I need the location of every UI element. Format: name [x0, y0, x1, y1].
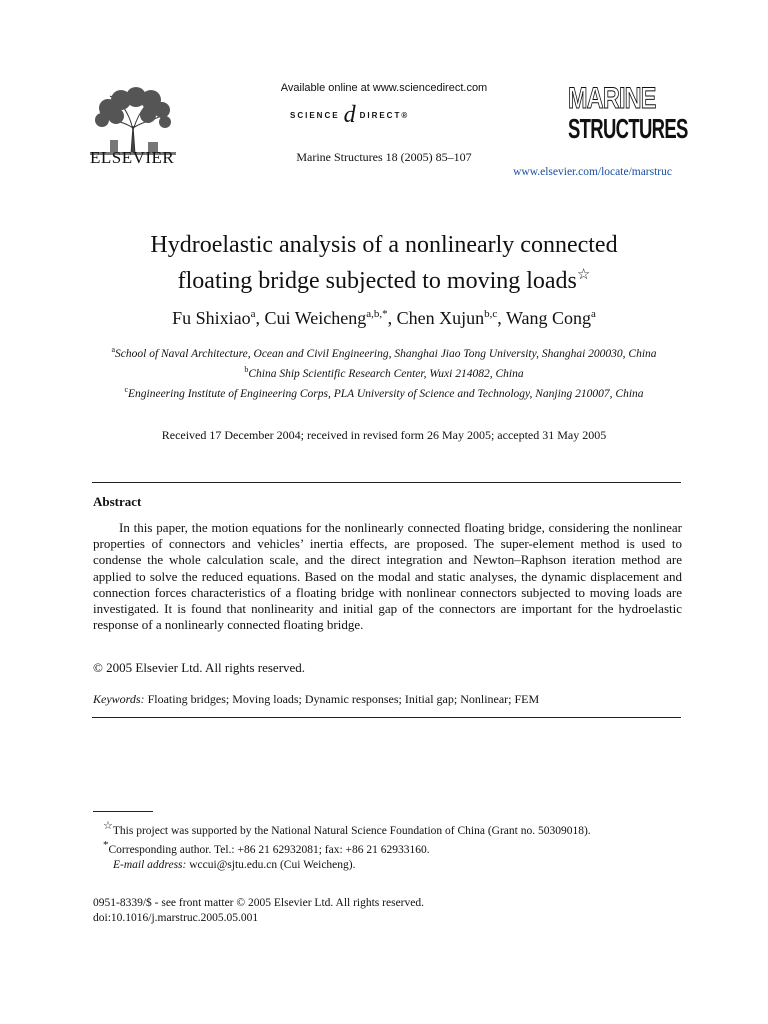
journal-reference: Marine Structures 18 (2005) 85–107 — [296, 150, 472, 164]
available-online-text: Available online at www.sciencedirect.com — [280, 82, 488, 94]
sciencedirect-left: SCIENCE — [290, 110, 340, 120]
title-line-1: Hydroelastic analysis of a nonlinearly connected — [150, 232, 618, 258]
footnote-rule — [93, 811, 153, 812]
sciencedirect-right: DIRECT® — [359, 110, 410, 120]
funding-footnote-text: This project was supported by the National Natural Science Foundation of China (Grant no. 50309018). — [112, 824, 591, 837]
affiliation-text: China Ship Scientific Research Center, Wuxi 214082, China — [248, 367, 524, 380]
journal-url-link[interactable]: www.elsevier.com/locate/marstruc — [513, 166, 672, 178]
abstract-copyright: © 2005 Elsevier Ltd. All rights reserved. — [93, 660, 306, 675]
affiliation-item — [96, 382, 672, 402]
author-separator: , — [387, 308, 397, 328]
affiliation-text: Engineering Institute of Engineering Corps, PLA University of Science and Technology, Nanjing 210007, China — [128, 387, 644, 400]
received-dates: Received 17 December 2004; received in revised form 26 May 2005; accepted 31 May 2005 — [161, 428, 607, 442]
sciencedirect-logo — [290, 101, 470, 128]
funding-footnote-mark: ☆ — [103, 820, 113, 832]
email-label: E-mail address: — [113, 858, 187, 871]
corresponding-footnote — [93, 838, 682, 857]
abstract-heading: Abstract — [93, 494, 142, 509]
abstract-text: In this paper, the motion equations for the nonlinearly connected floating bridge, considering the nonlinear properties of connectors and vehicles’ inertia effects, are proposed. The super-element method is used to condense the whole calculation scale, and the direct integration and Newton–Raphson iteration method are applied to solve the reduced equations. Based on the modal and static analyses, the dynamic displacement and connection forces characteristics of a floating bridge with nonlinear connectors subjected to moving loads are investigated. It is found that nonlinearity and initial gap of the connectors are important for the hydroelastic response of a nonlinearly connected floating bridge. — [93, 520, 682, 633]
author-name: Chen Xujun — [396, 308, 485, 328]
funding-footnote — [93, 819, 682, 838]
title-line-2 — [60, 260, 708, 296]
footnotes — [93, 819, 682, 872]
author-affiliation-mark: a — [250, 308, 256, 320]
journal-logo — [568, 82, 688, 160]
author-list — [0, 308, 768, 329]
affiliation-mark: b — [244, 364, 249, 374]
corresponding-footnote-text: Corresponding author. Tel.: +86 21 62932081; fax: +86 21 62933160. — [108, 844, 430, 857]
sciencedirect-emblem: d — [343, 101, 356, 128]
author-separator: , — [255, 308, 265, 328]
author-affiliation-mark: a — [590, 308, 596, 320]
doi-line[interactable]: doi:10.1016/j.marstruc.2005.05.001 — [93, 912, 259, 924]
title-line-2-text: floating bridge subjected to moving loads — [177, 268, 577, 294]
author-name: Fu Shixiao — [172, 308, 251, 328]
article-title — [60, 230, 708, 296]
email-footnote — [93, 858, 682, 873]
email-address[interactable]: wccui@sjtu.edu.cn (Cui Weicheng). — [189, 858, 356, 871]
affiliation-mark: a — [111, 345, 116, 354]
issn-line: 0951-8339/$ - see front matter © 2005 Elsevier Ltd. All rights reserved. — [93, 897, 424, 909]
keywords — [93, 692, 539, 707]
issn-doi-block — [93, 896, 424, 926]
keywords-list: Floating bridges; Moving loads; Dynamic responses; Initial gap; Nonlinear; FEM — [147, 692, 540, 706]
author-name: Wang Cong — [505, 308, 591, 328]
abstract-bottom-rule — [92, 717, 681, 718]
corresponding-footnote-mark: * — [103, 839, 109, 852]
affiliation-list — [96, 342, 672, 401]
keywords-label: Keywords: — [93, 692, 145, 706]
journal-logo-line2: STRUCTURES — [568, 113, 688, 144]
affiliation-mark: c — [124, 384, 128, 394]
affiliation-item — [96, 362, 672, 382]
affiliation-item — [96, 342, 672, 362]
author-affiliation-mark: a,b,* — [366, 308, 388, 320]
author-affiliation-mark: b,c — [484, 308, 498, 320]
abstract-top-rule — [92, 482, 681, 483]
affiliation-text: School of Naval Architecture, Ocean and Civil Engineering, Shanghai Jiao Tong University, Shanghai 200030, China — [115, 347, 657, 360]
title-footnote-mark[interactable]: ☆ — [576, 267, 591, 283]
publisher-name: ELSEVIER — [90, 148, 175, 167]
author-name: Cui Weicheng — [264, 308, 367, 328]
author-separator: , — [497, 308, 506, 328]
journal-logo-line1: MARINE — [568, 82, 656, 115]
